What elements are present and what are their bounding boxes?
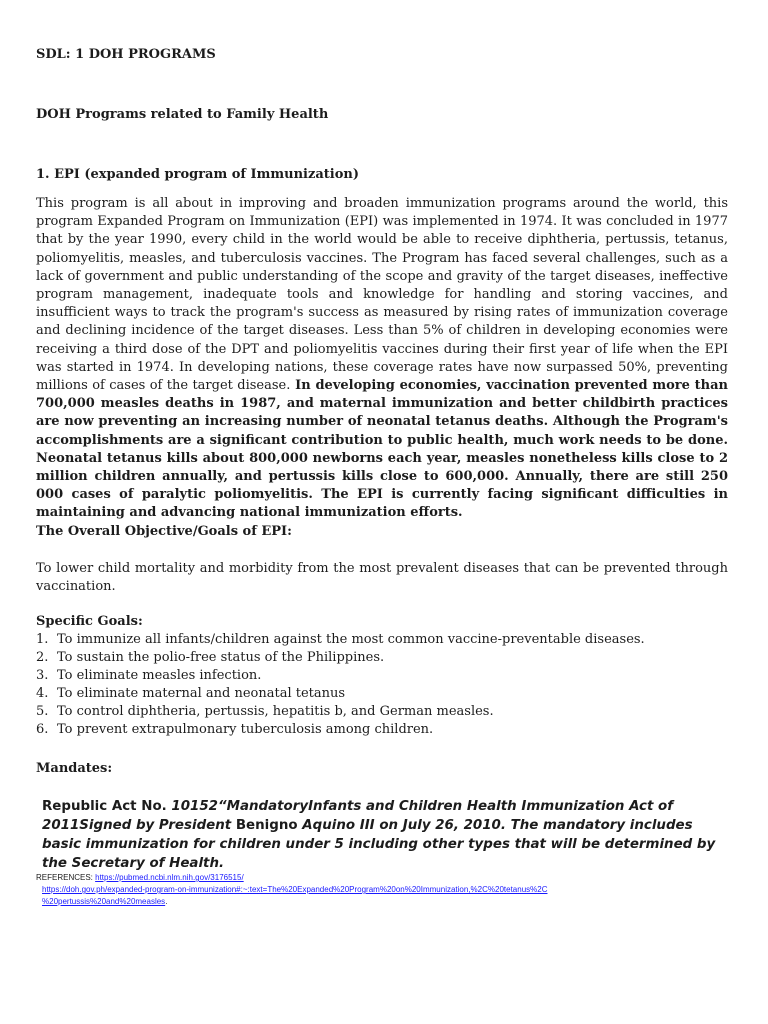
objective-heading: The Overall Objective/Goals of EPI: — [36, 524, 292, 539]
goal-text: To sustain the polio-free status of the Philippines. — [57, 650, 385, 665]
goal-item — [36, 631, 728, 649]
goal-number: 6. — [36, 722, 49, 737]
specific-goals-heading: Specific Goals: — [36, 614, 143, 629]
goal-text: To eliminate maternal and neonatal tetanus — [57, 686, 346, 701]
goal-item — [36, 703, 728, 721]
goal-text: To immunize all infants/children against the most common vaccine-preventable diseases. — [57, 632, 645, 647]
references-label: REFERENCES: — [36, 873, 96, 882]
goal-number: 5. — [36, 704, 49, 719]
reference-link-doh-continued[interactable]: %20pertussis%20and%20measles — [42, 897, 166, 906]
goal-number: 1. — [36, 632, 49, 647]
reference-link-pubmed[interactable]: https://pubmed.ncbi.nlm.nih.gov/3176515/ — [95, 873, 244, 882]
intro-paragraph — [36, 195, 728, 523]
mandate-part-2: 10152 — [171, 799, 218, 814]
document-title: SDL: 1 DOH PROGRAMS — [36, 47, 216, 62]
goal-item — [36, 649, 728, 667]
goal-text: To control diphtheria, pertussis, hepatitis b, and German measles. — [57, 704, 494, 719]
mandate-part-5: Aquino III on July 26, 2010. The mandatory includes basic immunization for children under 5 including other types that will be determined by the Secretary of Health. — [42, 818, 716, 871]
document-subtitle: DOH Programs related to Family Health — [36, 107, 329, 122]
mandate-part-4: Benigno — [235, 818, 303, 833]
reference-line-1 — [36, 872, 736, 884]
goal-text: To eliminate measles infection. — [57, 668, 262, 683]
reference-link-doh[interactable]: https://doh.gov.ph/expanded-program-on-immunization#:~:text=The%20Expanded%20Program%20on%20Immunization,%2C%20tetanus%2C — [42, 885, 548, 894]
reference-end-period: . — [165, 897, 168, 906]
goal-item — [36, 685, 728, 703]
references-block — [36, 872, 736, 908]
goal-number: 4. — [36, 686, 49, 701]
goal-item — [36, 667, 728, 685]
goal-number: 3. — [36, 668, 49, 683]
specific-goals-list — [36, 631, 728, 739]
goal-number: 2. — [36, 650, 49, 665]
reference-line-2 — [36, 884, 736, 896]
mandate-paragraph — [42, 797, 732, 873]
mandate-part-1: Republic Act No. — [42, 799, 172, 814]
intro-paragraph-bold: In developing economies, vaccination prevented more than 700,000 measles deaths in 1987, and maternal immunization and better childbirth practices are now preventing an increasing number of neonatal tetanus deaths. Although the Program's accomplishments are a significant contribution to public health, much work needs to be done. Neonatal tetanus kills about 800,000 newborns each year, measles nonetheless kills close to 2 million children annually, and pertussis kills close to 600,000. Annually, there are still 250 000 cases of paralytic poliomyelitis. The EPI is currently facing significant difficulties in maintaining and advancing national immunization efforts. — [36, 378, 728, 521]
section-heading-epi: 1. EPI (expanded program of Immunization) — [36, 167, 360, 182]
intro-paragraph-regular: This program is all about in improving and broaden immunization programs around the world, this program Expanded Program on Immunization (EPI) was implemented in 1974. It was concluded in 1977 that by the year 1990, every child in the world would be able to receive diphtheria, pertussis, tetanus, poliomyelitis, measles, and tuberculosis vaccines. The Program has faced several challenges, such as a lack of government and public understanding of the scope and gravity of the target diseases, ineffective program management, inadequate tools and knowledge for handling and storing vaccines, and insufficient ways to track the program's success as measured by rising rates of immunization coverage and declining incidence of the target diseases. Less than 5% of children in developing economies were receiving a third dose of the DPT and poliomyelitis vaccines during their first year of life when the EPI was started in 1974. In developing nations, these coverage rates have now surpassed 50%, preventing millions of cases of the target disease. — [36, 196, 728, 394]
mandate-part-3: “MandatoryInfants and Children Health Immunization Act of 2011Signed by President — [42, 799, 674, 833]
goal-item — [36, 721, 728, 739]
goal-text: To prevent extrapulmonary tuberculosis among children. — [57, 722, 434, 737]
mandates-heading: Mandates: — [36, 761, 113, 776]
reference-line-3 — [36, 896, 736, 908]
objective-text: To lower child mortality and morbidity from the most prevalent diseases that can be prevented through vaccination. — [36, 561, 728, 595]
